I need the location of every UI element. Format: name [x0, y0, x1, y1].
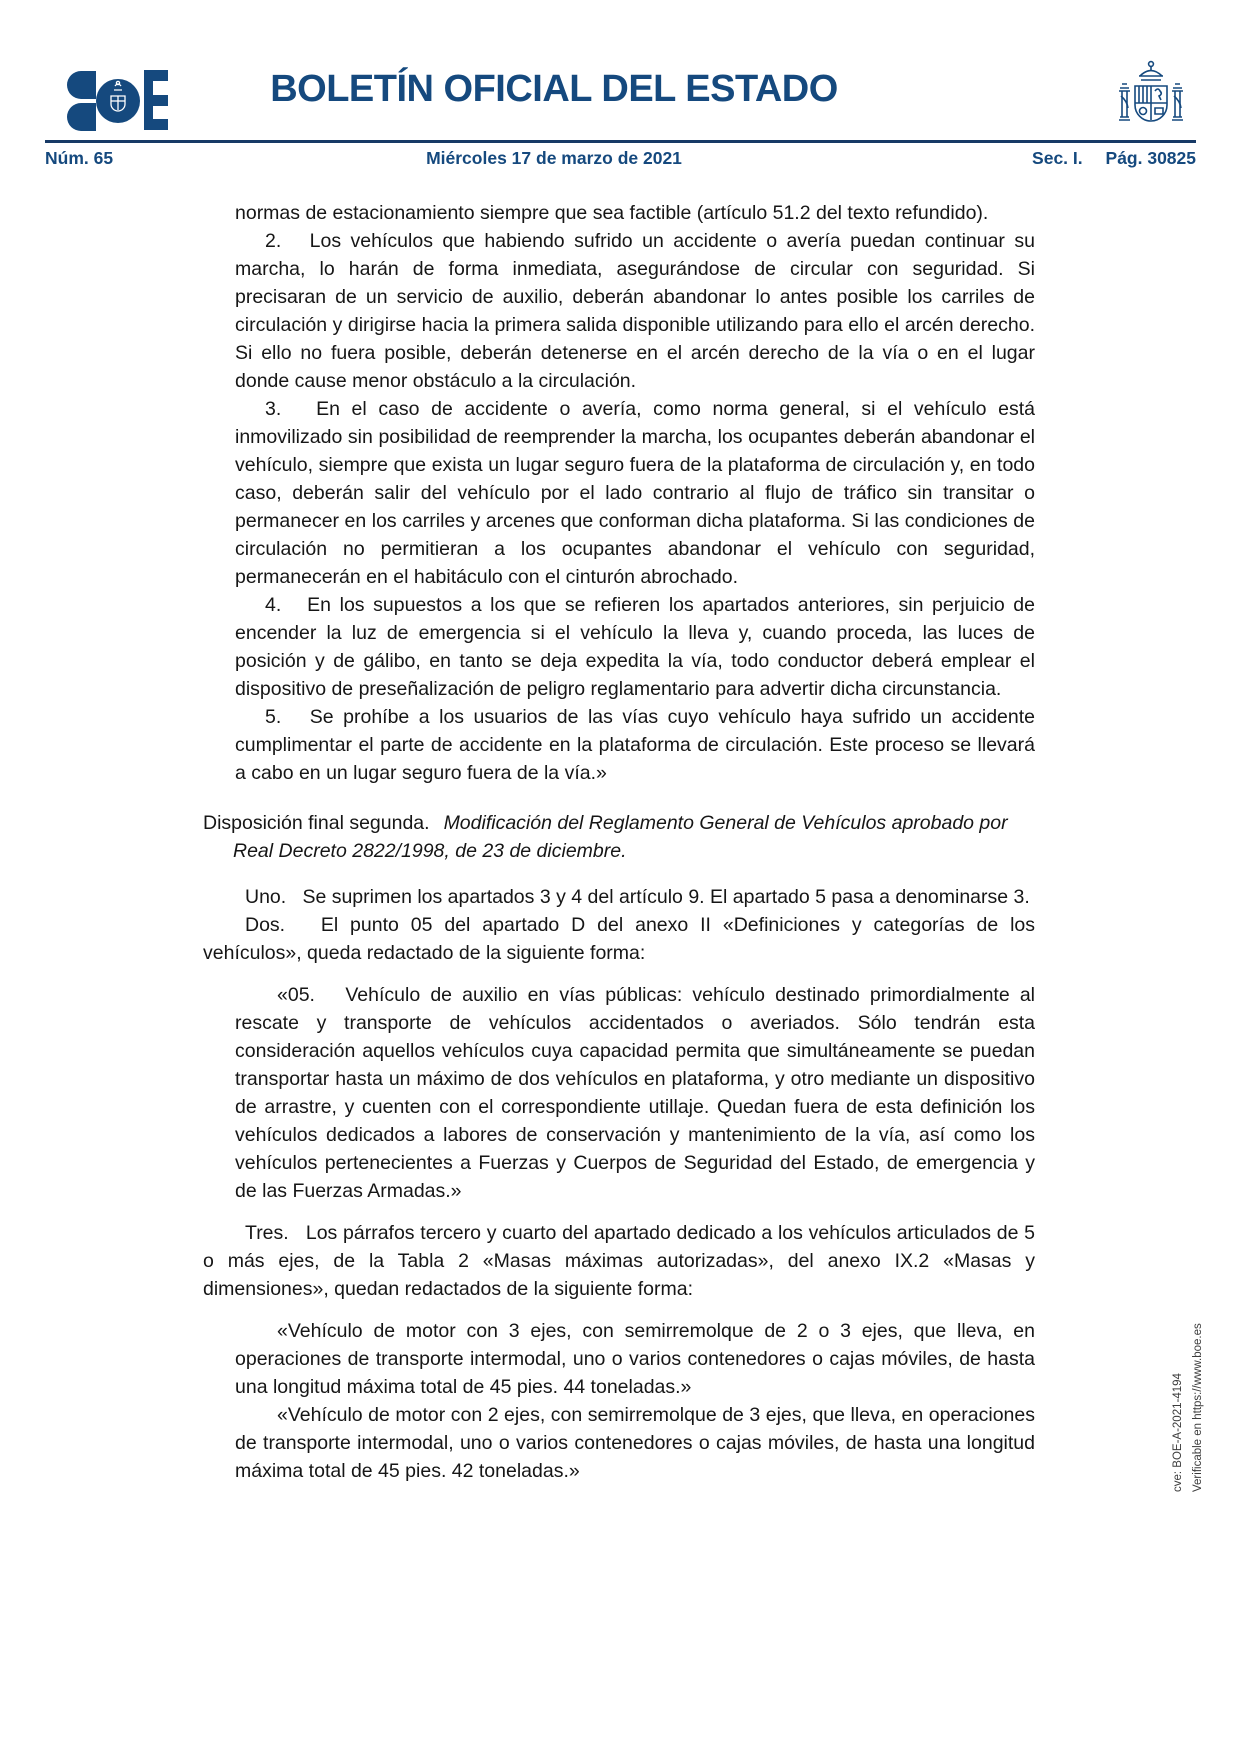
header-meta-row: [0, 148, 1240, 172]
document-body: [203, 199, 1035, 1485]
body-paragraph-4: 4. En los supuestos a los que se refieren los apartados anteriores, sin perjuicio de encender la luz de emergencia si el vehículo la lleva y, cuando proceda, las luces de posición y de gálibo, en tanto se deja expedita la vía, todo conductor deberá emplear el dispositivo de preseñalización de peligro reglamentario para advertir dicha circunstancia.: [235, 594, 1035, 700]
issue-number: Núm. 65: [45, 148, 114, 168]
vertical-verification-text: Verificable en https://www.boe.es: [1192, 1323, 1204, 1492]
heading-title-italic: Modificación del Reglamento General de Vehículos aprobado por Real Decreto 2822/1998, de 23 de diciembre.: [233, 812, 1008, 862]
coat-of-arms-icon: [1114, 58, 1188, 142]
body-paragraph-continuation: normas de estacionamiento siempre que sea factible (artículo 51.2 del texto refundido).: [235, 202, 989, 224]
point-dos: Dos. El punto 05 del apartado D del anexo II «Definiciones y categorías de los vehículos», queda redactado de la siguiente forma:: [203, 914, 1035, 964]
vertical-cve-text: cve: BOE-A-2021-4194: [1172, 1373, 1184, 1492]
publication-date: Miércoles 17 de marzo de 2021: [426, 148, 682, 168]
section-label: Sec. I.: [1032, 148, 1083, 168]
point-tres: Tres. Los párrafos tercero y cuarto del apartado dedicado a los vehículos articulados de 5 o más ejes, de la Tabla 2 «Masas máximas autorizadas», del anexo IX.2 «Masas y dimensiones», quedan redactados de la siguiente forma:: [203, 1222, 1035, 1300]
section-page: [1032, 148, 1196, 169]
page-number: Pág. 30825: [1105, 148, 1196, 168]
header-divider: [45, 140, 1196, 143]
quote-42-toneladas: «Vehículo de motor con 2 ejes, con semirremolque de 3 ejes, que lleva, en operaciones de transporte intermodal, uno o varios contenedores o cajas móviles, de hasta una longitud máxima total de 45 pies. 42 toneladas.»: [235, 1404, 1035, 1482]
body-paragraph-3: 3. En el caso de accidente o avería, como norma general, si el vehículo está inmovilizado sin posibilidad de reemprender la marcha, los ocupantes deberán abandonar el vehículo, siempre que exista un lugar seguro fuera de la plataforma de circulación y, en todo caso, deberán salir del vehículo por el lado contrario al flujo de tráfico sin transitar o permanecer en los carriles y arcenes que conforman dicha plataforma. Si las condiciones de circulación no permitieran a los ocupantes abandonar el vehículo con seguridad, permanecerán en el habitáculo con el cinturón abrochado.: [235, 398, 1035, 588]
final-disposition-heading: [203, 809, 1035, 865]
page-title: BOLETÍN OFICIAL DEL ESTADO: [270, 68, 838, 110]
heading-label: Disposición final segunda.: [203, 812, 430, 834]
body-paragraph-5: 5. Se prohíbe a los usuarios de las vías cuyo vehículo haya sufrido un accidente cumplimentar el parte de accidente en la plataforma de circulación. Este proceso se llevará a cabo en un lugar seguro fuera de la vía.»: [235, 706, 1035, 784]
quote-44-toneladas: «Vehículo de motor con 3 ejes, con semirremolque de 2 o 3 ejes, que lleva, en operaciones de transporte intermodal, uno o varios contenedores o cajas móviles, de hasta una longitud máxima total de 45 pies. 44 toneladas.»: [235, 1320, 1035, 1398]
point-uno: Uno. Se suprimen los apartados 3 y 4 del artículo 9. El apartado 5 pasa a denominarse 3.: [245, 886, 1030, 908]
quote-definition-05: «05. Vehículo de auxilio en vías públicas: vehículo destinado primordialmente al rescate y transporte de vehículos accidentados o averiados. Sólo tendrán esta consideración aquellos vehículos cuya capacidad permita que simultáneamente se puedan transportar hasta un máximo de dos vehículos en plataforma, y otro mediante un dispositivo de arrastre, y cuenten con el correspondiente utillaje. Quedan fuera de esta definición los vehículos dedicados a labores de conservación y mantenimiento de la vía, así como los vehículos pertenecientes a Fuerzas y Cuerpos de Seguridad del Estado, de emergencia y de las Fuerzas Armadas.»: [235, 984, 1035, 1202]
body-paragraph-2: 2. Los vehículos que habiendo sufrido un accidente o avería puedan continuar su marcha, lo harán de forma inmediata, asegurándose de circular con seguridad. Si precisaran de un servicio de auxilio, deberán abandonar lo antes posible los carriles de circulación y dirigirse hacia la primera salida disponible utilizando para ello el arcén derecho. Si ello no fuera posible, deberán detenerse en el arcén derecho de la vía o en el lugar donde cause menor obstáculo a la circulación.: [235, 230, 1035, 392]
